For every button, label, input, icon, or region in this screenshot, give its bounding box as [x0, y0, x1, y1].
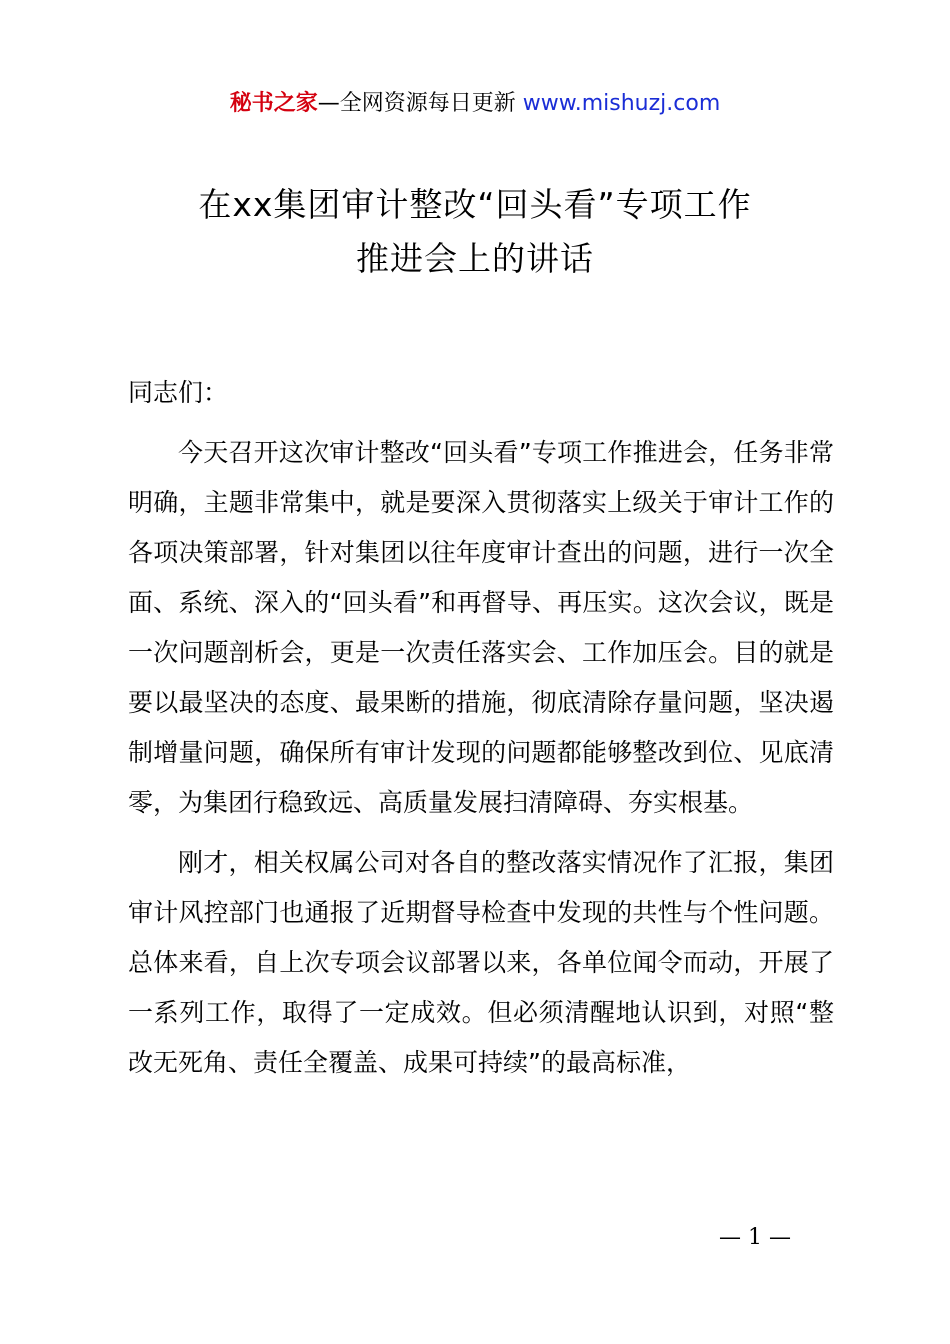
- title-line-2: 推进会上的讲话: [356, 239, 594, 278]
- paragraph-1: 今天召开这次审计整改“回头看”专项工作推进会，任务非常明确，主题非常集中，就是要深入贯彻落实上级关于审计工作的各项决策部署，针对集团以往年度审计查出的问题，进行一次全面、系统、深入的“回头看”和再督导、再压实。这次会议，既是一次问题剖析会，更是一次责任落实会、工作加压会。目的就是要以最坚决的态度、最果断的措施，彻底清除存量问题，坚决遏制增量问题，确保所有审计发现的问题都能够整改到位、见底清零，为集团行稳致远、高质量发展扫清障碍、夯实根基。: [128, 438, 834, 817]
- paragraph-2: 刚才，相关权属公司对各自的整改落实情况作了汇报，集团审计风控部门也通报了近期督导检查中发现的共性与个性问题。总体来看，自上次专项会议部署以来，各单位闻令而动，开展了一系列工作，取得了一定成效。但必须清醒地认识到，对照“整改无死角、责任全覆盖、成果可持续”的最高标准，: [128, 848, 834, 1077]
- page-number: — 1 —: [719, 1225, 791, 1250]
- brand-name: 秘书之家: [229, 91, 318, 116]
- header-tagline: —全网资源每日更新: [317, 91, 523, 116]
- salutation: 同志们：: [128, 378, 229, 407]
- site-header: [0, 88, 950, 120]
- document-title: [0, 178, 950, 286]
- document-body: [128, 368, 834, 1098]
- site-url-link[interactable]: www.mishuzj.com: [522, 91, 721, 116]
- title-line-1: 在xx集团审计整改“回头看”专项工作: [198, 185, 752, 224]
